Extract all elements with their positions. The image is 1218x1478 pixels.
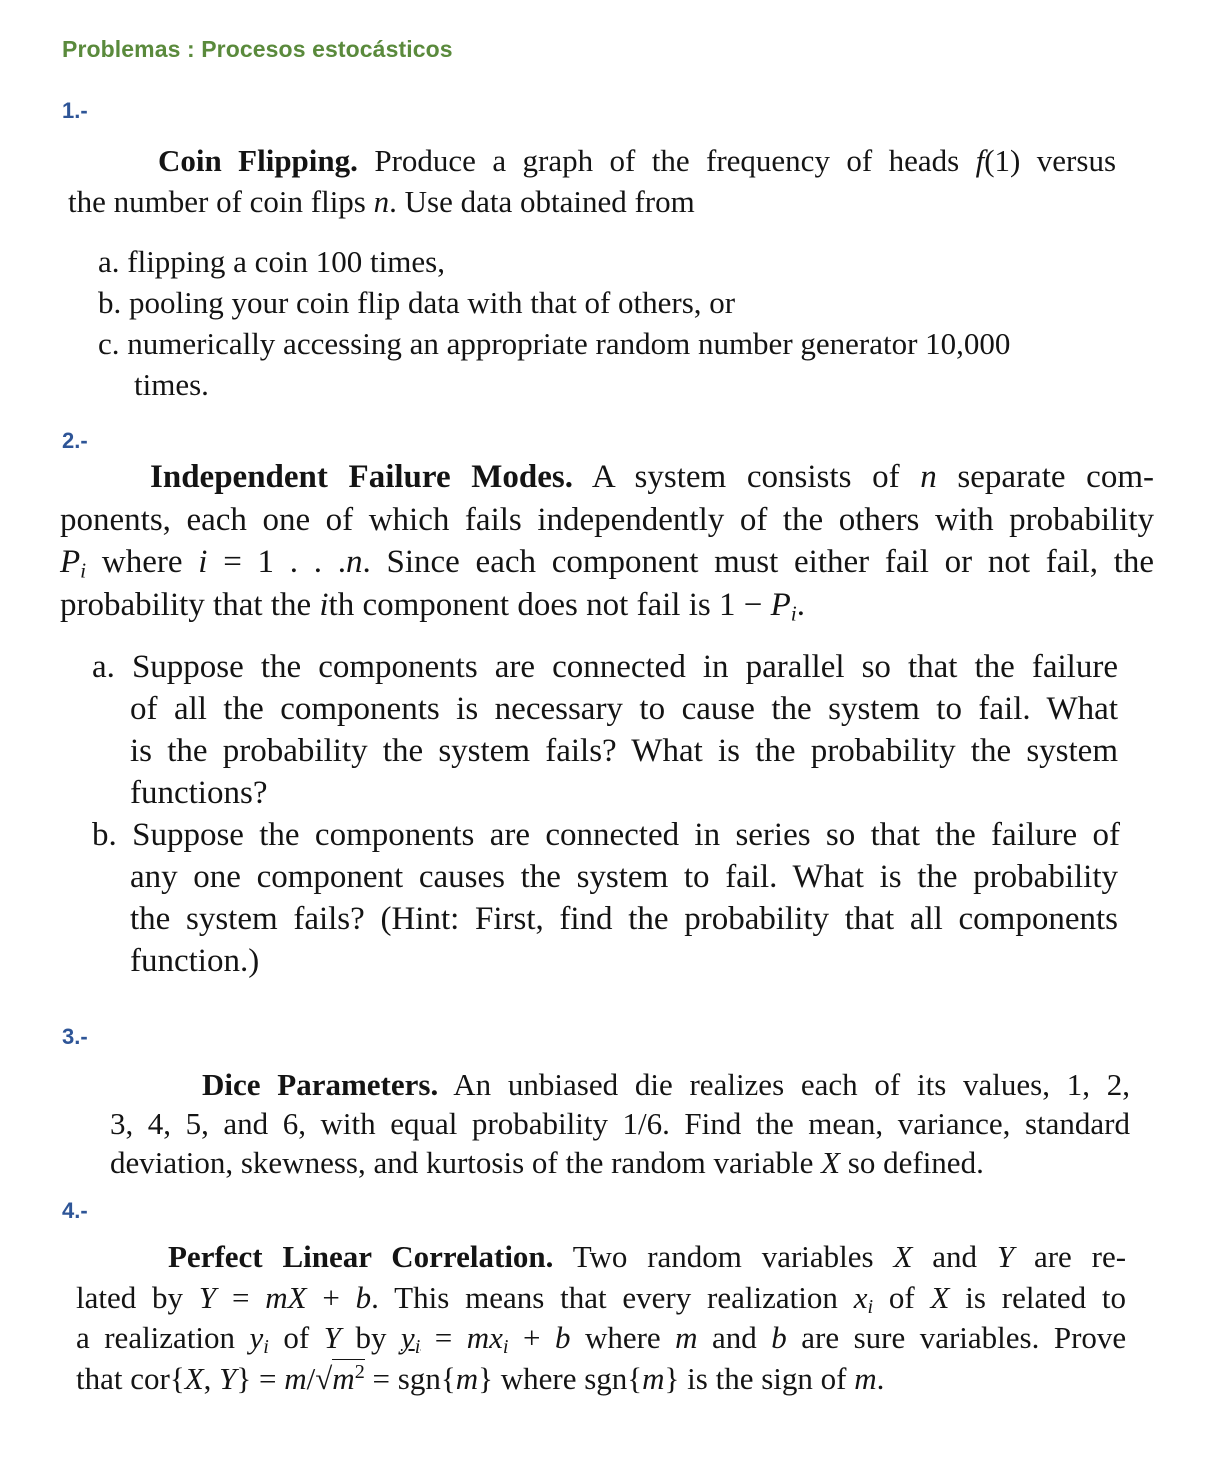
problem-4-line-1 [76,1236,1126,1277]
problem-2-b-line-2: any one component causes the system to fail. What is the probability [130,859,1118,895]
problem-3-text: so defined. [847,1145,984,1180]
problem-1-item-c-cont: times. [134,367,209,402]
problem-4-line-4 [76,1358,884,1399]
math-b: b [771,1320,787,1355]
math-plus: + [523,1320,541,1355]
math-n: n [920,459,937,495]
problem-1-line-2 [68,181,695,222]
problem-3-text: deviation, skewness, and kurtosis of the random variable [110,1145,814,1180]
problem-4-line-3 [76,1317,1126,1358]
problem-2-text: A system consists of [591,459,900,495]
problem-4-text: Two random variables [572,1239,874,1274]
math-x: x [489,1320,503,1355]
problem-2-text: . [796,587,805,623]
math-X: X [930,1280,950,1315]
math-arg: (1) [984,143,1021,178]
problem-4-text: } = [236,1361,277,1396]
problem-4-text: are sure variables. Prove [801,1320,1127,1355]
problem-2-line-1 [60,456,1154,499]
math-Y: Y [996,1239,1015,1274]
math-eq: = [434,1320,453,1355]
math-m: m [854,1361,877,1396]
problem-2-text: probability that the [60,587,312,623]
problem-2-a-line-3: is the probability the system fails? What is the probability the system [130,733,1118,769]
math-sub-i: i [790,601,797,626]
problem-4-text: and [712,1320,757,1355]
math-sup-2: 2 [354,1360,365,1383]
problem-2-a-line-2: of all the components is necessary to cause the system to fail. What [130,691,1118,727]
problem-4-text: that cor{ [76,1361,185,1396]
math-n: n [373,184,390,219]
problem-3-title: Dice Parameters. [202,1067,439,1102]
problem-4-line-2 [76,1277,1126,1318]
math-sqrt: /√ [306,1361,333,1396]
problem-2-text: separate com- [957,459,1154,495]
math-y: y [400,1320,415,1355]
math-m: m [284,1361,307,1396]
math-y: y [249,1320,264,1355]
problem-3-text: An unbiased die realizes each of its values, 1, 2, [453,1067,1130,1102]
math-sub-i: i [502,1336,509,1359]
math-i: i [198,544,208,580]
problem-4-text: of [283,1320,310,1355]
problem-4-text: = sgn{ [372,1361,456,1396]
problem-1-line-1 [68,140,1116,181]
problem-4-text: by [355,1320,387,1355]
math-f: f [975,143,985,178]
problem-4-text: is related to [965,1280,1127,1315]
problem-2-line-3 [60,541,1154,584]
math-period: . [876,1361,885,1396]
math-sub-i: i [263,1336,269,1359]
math-n: n [346,544,363,580]
problem-4-text: . This means that every realization [371,1280,838,1315]
problem-4-text: are re- [1033,1239,1127,1274]
problem-4-text: of [888,1280,915,1315]
problem-2-b-line-1: b. Suppose the components are connected in series so that the failure of [92,817,1120,853]
math-m: m [642,1361,665,1396]
math-Y: Y [219,1361,237,1396]
math-x: x [853,1280,868,1315]
math-Y: Y [198,1280,217,1315]
problem-1-item-c: c. numerically accessing an appropriate random number generator 10,000 [98,326,1011,361]
problem-4-text: } is the sign of [664,1361,847,1396]
problem-1-text: . Use data obtained from [389,184,695,219]
problem-4-text: where [584,1320,661,1355]
problem-4-text: and [932,1239,978,1274]
math-m: m [332,1361,355,1396]
problem-4-title: Perfect Linear Correlation. [168,1239,554,1274]
math-X: X [821,1145,841,1180]
problem-4-text: } where sgn{ [478,1361,643,1396]
problem-2-line-4 [60,584,805,627]
problem-2-text: th component does not fail is 1 − [328,587,763,623]
math-P: P [60,544,81,580]
math-i: i [319,587,329,623]
math-plus: + [322,1280,340,1315]
problem-2-b-line-4: function.) [130,943,260,979]
problem-1-text: versus [1036,143,1117,178]
problem-2-a-line-1: a. Suppose the components are connected in parallel so that the failure [92,649,1118,685]
math-m: m [265,1280,288,1315]
math-b: b [355,1280,372,1315]
math-comma: , [203,1361,212,1396]
problem-4-text: a realization [76,1320,236,1355]
problem-2-text: where [101,544,183,580]
problem-number-1: 1.- [62,98,88,123]
problem-2-title: Independent Failure Modes. [150,459,574,495]
math-b: b [554,1320,571,1355]
problem-1-text: the number of coin flips [68,184,366,219]
problem-number-4: 4.- [62,1198,88,1223]
math-eq: = [231,1280,250,1315]
problem-1-title: Coin Flipping. [158,143,358,178]
math-sub-i: i [80,558,87,583]
problem-2-a-line-4: functions? [130,775,268,811]
problem-3-line-2: 3, 4, 5, and 6, with equal probability 1/6. Find the mean, variance, standard [110,1106,1130,1141]
math-sub-i: i [867,1296,874,1319]
problem-4-text: lated by [76,1280,184,1315]
problem-1-text: Produce a graph of the frequency of heads [374,143,960,178]
math-m: m [466,1320,490,1355]
problem-number-2: 2.- [62,428,88,453]
problem-1-item-b: b. pooling your coin flip data with that of others, or [98,285,736,320]
problem-2-text: . Since each component must either fail or not fail, the [362,544,1155,580]
math-m: m [675,1320,698,1355]
math-X: X [184,1361,204,1396]
math-Y: Y [323,1320,341,1355]
math-sub-i: i [414,1336,421,1359]
page-header: Problemas : Procesos estocásticos [62,36,453,62]
problem-2-b-line-3: the system fails? (Hint: First, find the probability that all components [130,901,1118,937]
problem-2-text: = 1 . . . [223,544,347,580]
math-X: X [893,1239,913,1274]
problem-1-item-a: a. flipping a coin 100 times, [98,244,445,279]
math-m: m [455,1361,479,1396]
problem-number-3: 3.- [62,1024,88,1049]
problem-2-line-2: ponents, each one of which fails independently of the others with probability [60,502,1154,538]
problem-3-line-1 [110,1064,1130,1105]
math-P: P [770,587,791,623]
math-X: X [287,1280,307,1315]
problem-3-line-3 [110,1142,984,1183]
